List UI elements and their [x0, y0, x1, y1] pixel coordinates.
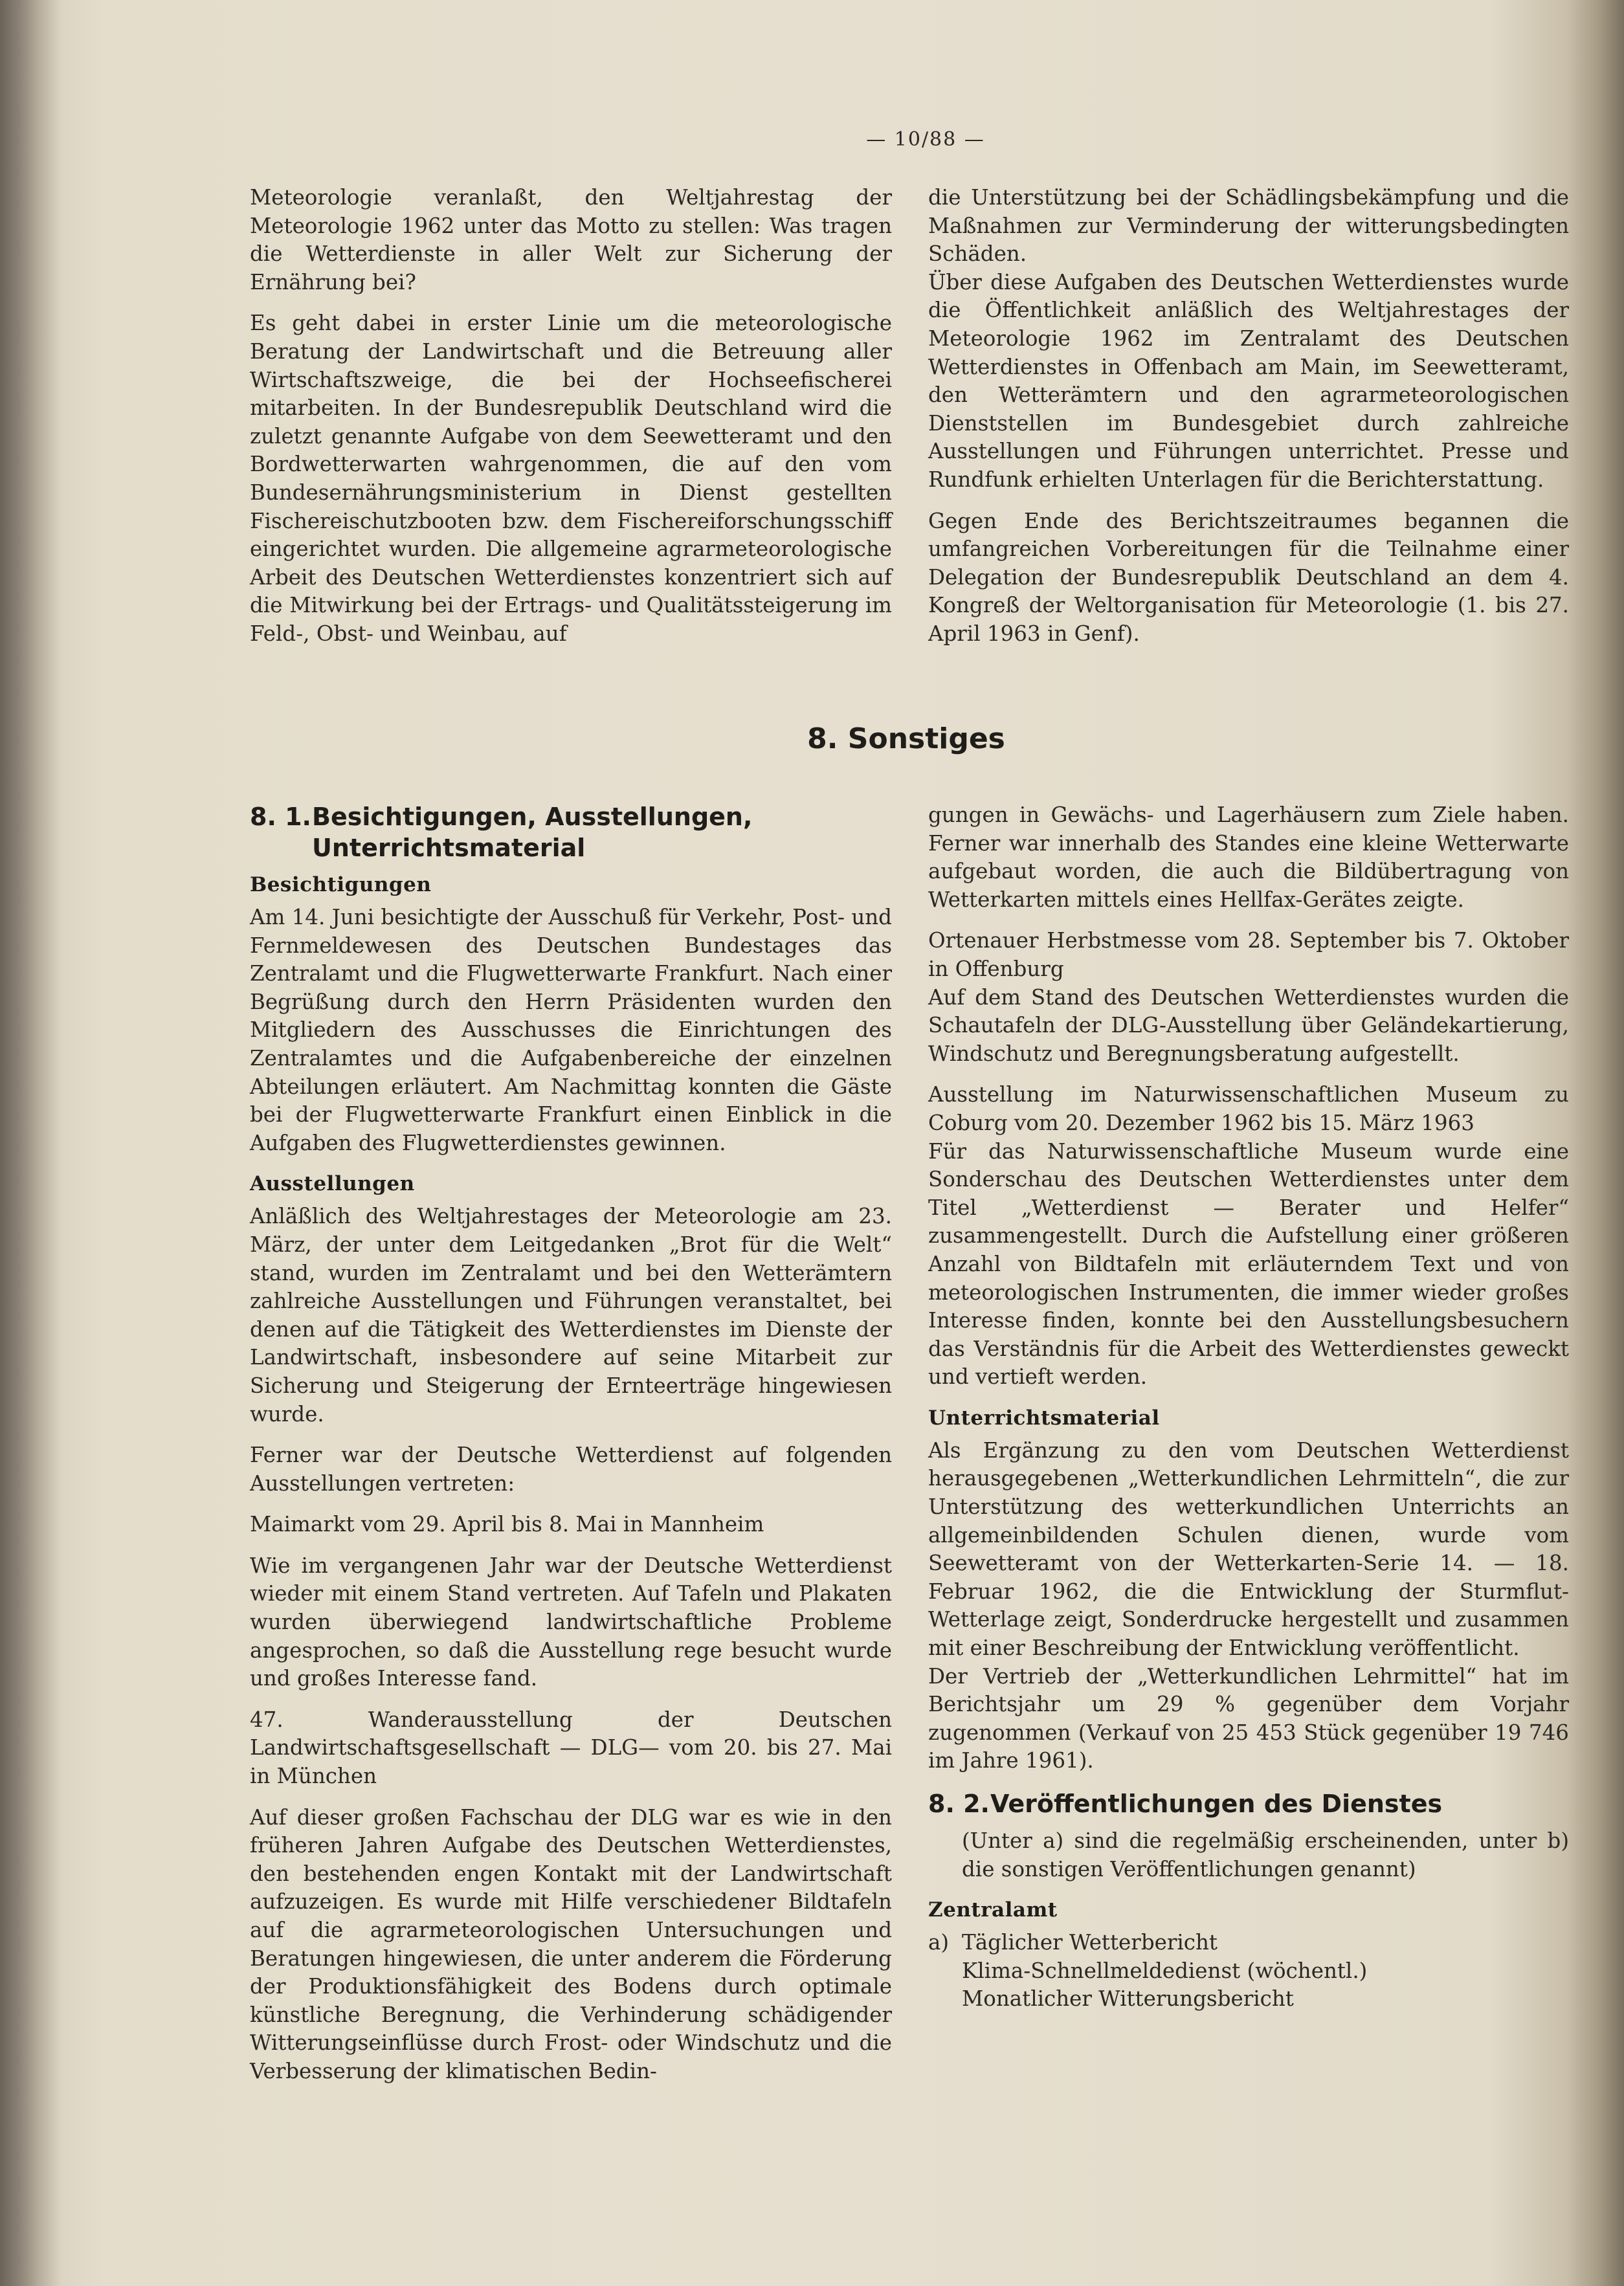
paragraph: Gegen Ende des Berichtszeitraumes begannen die umfangreichen Vorbereitungen für die Teilnahme einer Delegation der Bundesrepublik Deutschland an dem 4. Kongreß der Weltorganisation für Meteorologie (1. bis 27. April 1963 in Genf).: [928, 508, 1569, 646]
paragraph: Auf dieser großen Fachschau der DLG war es wie in den früheren Jahren Aufgabe des Deutschen Wetterdienstes, den bestehenden engen Kontakt mit der Landwirtschaft aufzuzeigen. Es wurde mit Hilfe verschiedener Bildtafeln auf die agrarmeteorologischen Untersuchungen und Beratungen hingewiesen, die unter anderem die Förderung der Produktionsfähigkeit des Bodens durch optimale künstliche Beregnung, die Verhinderung schädigender Witterungseinflüsse durch Frost- oder Windschutz und die Verbesserung der klimatischen Bedin-: [250, 1804, 892, 2083]
list-item: [928, 1957, 1569, 1986]
list-item: [928, 1985, 1569, 2014]
subsection-title-line1: Besichtigungen, Ausstellungen,: [312, 803, 753, 831]
list-item: [928, 1929, 1569, 1957]
column-bottom-left: [250, 801, 892, 2099]
paragraph: Am 14. Juni besichtigte der Ausschuß für Verkehr, Post- und Fernmeldewesen des Deutschen Bundestages das Zentralamt und die Flugwetterwarte Frankfurt. Nach einer Begrüßung durch den Herrn Präsidenten wurden den Mitgliedern des Ausschusses die Einrichtungen des Zentralamtes und die Aufgabenbereiche der einzelnen Abteilungen erläutert. Am Nachmittag konnten die Gäste bei der Flugwetterwarte Frankfurt einen Einblick in die Aufgaben des Flugwetterdienstes gewinnen.: [250, 905, 892, 1155]
column-top-left: [250, 184, 892, 661]
subsection-title-line2: Unterrichtsmaterial: [312, 834, 586, 862]
heading-unterrichtsmaterial: Unterrichtsmaterial: [928, 1406, 1160, 1430]
paragraph: Der Vertrieb der „Wetterkundlichen Lehrmittel“ hat im Berichtsjahr um 29 % gegenüber dem Vorjahr zugenommen (Verkauf von 25 453 Stück gegenüber 19 746 im Jahre 1961).: [928, 1663, 1569, 1773]
section-title: 8. Sonstiges: [807, 722, 1005, 755]
paragraph: die Unterstützung bei der Schädlingsbekämpfung und die Maßnahmen zur Verminderung der witterungsbedingten Schäden.: [928, 185, 1569, 267]
list-label: a): [928, 1930, 950, 1955]
publications-note: (Unter a) sind die regelmäßig erscheinenden, unter b) die sonstigen Veröffentlichungen genannt): [962, 1828, 1569, 1881]
paragraph: Wie im vergangenen Jahr war der Deutsche Wetterdienst wieder mit einem Stand vertreten. Auf Tafeln und Plakaten wurden überwiegend landwirtschaftliche Probleme angesprochen, so daß die Ausstellung rege besucht wurde und großes Interesse fand.: [250, 1553, 892, 1691]
paragraph: Auf dem Stand des Deutschen Wetterdienstes wurden die Schautafeln der DLG-Ausstellung über Geländekartierung, Windschutz und Beregnungsberatung aufgestellt.: [928, 984, 1569, 1066]
paragraph: gungen in Gewächs- und Lagerhäusern zum Ziele haben. Ferner war innerhalb des Standes eine kleine Wetterwarte aufgebaut worden, die auch die Bildübertragung von Wetterkarten mittels eines Hellfax-Gerätes zeigte.: [928, 803, 1569, 912]
paragraph: Es geht dabei in erster Linie um die meteorologische Beratung der Landwirtschaft und die Betreuung aller Wirtschaftszweige, die bei der Hochseefischerei mitarbeiten. In der Bundesrepublik Deutschland wird die zuletzt genannte Aufgabe von dem Seewetteramt und den Bordwetterwarten wahrgenommen, die auf den vom Bundesernährungsministerium in Dienst gestellten Fischereischutzbooten bzw. dem Fischereiforschungsschiff eingerichtet wurden. Die allgemeine agrarmeteorologische Arbeit des Deutschen Wetterdienstes konzentriert sich auf die Mitwirkung bei der Ertrags- und Qualitätssteigerung im Feld-, Obst- und Weinbau, auf: [250, 311, 892, 646]
exhibition-title: 47. Wanderausstellung der Deutschen Landwirtschaftsgesellschaft — DLG— vom 20. bis 27. Mai in München: [250, 1707, 892, 1789]
paragraph: Für das Naturwissenschaftliche Museum wurde eine Sonderschau des Deutschen Wetterdienstes unter dem Titel „Wetterdienst — Berater und Helfer“ zusammengestellt. Durch die Aufstellung einer größeren Anzahl von Bildtafeln mit erläuterndem Text und von meteorologischen Instrumenten, die immer wieder großes Interesse finden, konnte bei den Ausstellungsbesuchern das Verständnis für die Arbeit des Wetterdienstes geweckt und vertieft werden.: [928, 1138, 1569, 1390]
exhibition-title: Ortenauer Herbstmesse vom 28. September bis 7. Oktober in Offenburg: [928, 928, 1569, 981]
list-item-text: Monatlicher Witterungsbericht: [962, 1986, 1294, 2012]
heading-besichtigungen: Besichtigungen: [250, 873, 432, 896]
subsection-heading-8-1: [250, 801, 892, 863]
exhibition-title: Ausstellung im Naturwissenschaftlichen Museum zu Coburg vom 20. Dezember 1962 bis 15. März 1963: [928, 1082, 1569, 1135]
column-top-right: [928, 184, 1569, 661]
paragraph: Meteorologie veranlaßt, den Weltjahrestag der Meteorologie 1962 unter das Motto zu stellen: Was tragen die Wetterdienste in aller Welt zur Sicherung der Ernährung bei?: [250, 185, 892, 294]
heading-zentralamt: Zentralamt: [928, 1898, 1058, 1922]
subsection-title: Veröffentlichungen des Dienstes: [990, 1790, 1443, 1818]
page-number: — 10/88 —: [866, 128, 985, 151]
paragraph: Anläßlich des Weltjahrestages der Meteorologie am 23. März, der unter dem Leitgedanken „Brot für die Welt“ stand, wurden im Zentralamt und bei den Wetterämtern zahlreiche Ausstellungen und Führungen veranstaltet, bei denen auf die Tätigkeit des Wetterdienstes im Dienste der Landwirtschaft, insbesondere auf seine Mitarbeit zur Sicherung und Steigerung der Ernteerträge hingewiesen wurde.: [250, 1204, 892, 1426]
column-bottom-right: [928, 801, 1569, 2014]
subsection-heading-8-2: [928, 1788, 1569, 1819]
exhibition-title: Maimarkt vom 29. April bis 8. Mai in Mannheim: [250, 1512, 764, 1537]
subsection-number: 8. 1.: [250, 803, 311, 831]
subsection-number: 8. 2.: [928, 1790, 990, 1818]
paragraph: Als Ergänzung zu den vom Deutschen Wetterdienst herausgegebenen „Wetterkundlichen Lehrmitteln“, die zur Unterstützung des wetterkundlichen Unterrichts an allgemeinbildenden Schulen dienen, wurde vom Seewetteramt von der Wetterkarten-Serie 14. — 18. Februar 1962, die die Entwicklung der Sturmflut-Wetterlage zeigt, Sonderdrucke hergestellt und zusammen mit einer Beschreibung der Entwicklung veröffentlicht.: [928, 1437, 1569, 1661]
paragraph: Über diese Aufgaben des Deutschen Wetterdienstes wurde die Öffentlichkeit anläßlich des Weltjahrestages der Meteorologie 1962 im Zentralamt des Deutschen Wetterdienstes in Offenbach am Main, im Seewetteramt, den Wetterämtern und den agrarmeteorologischen Dienststellen im Bundesgebiet durch zahlreiche Ausstellungen und Führungen unterrichtet. Presse und Rundfunk erhielten Unterlagen für die Berichterstattung.: [928, 269, 1569, 492]
heading-ausstellungen: Ausstellungen: [250, 1172, 415, 1196]
list-item-text: Täglicher Wetterbericht: [962, 1930, 1218, 1955]
list-item-text: Klima-Schnellmeldedienst (wöchentl.): [962, 1958, 1368, 1983]
paragraph: Ferner war der Deutsche Wetterdienst auf folgenden Ausstellungen vertreten:: [250, 1443, 892, 1496]
